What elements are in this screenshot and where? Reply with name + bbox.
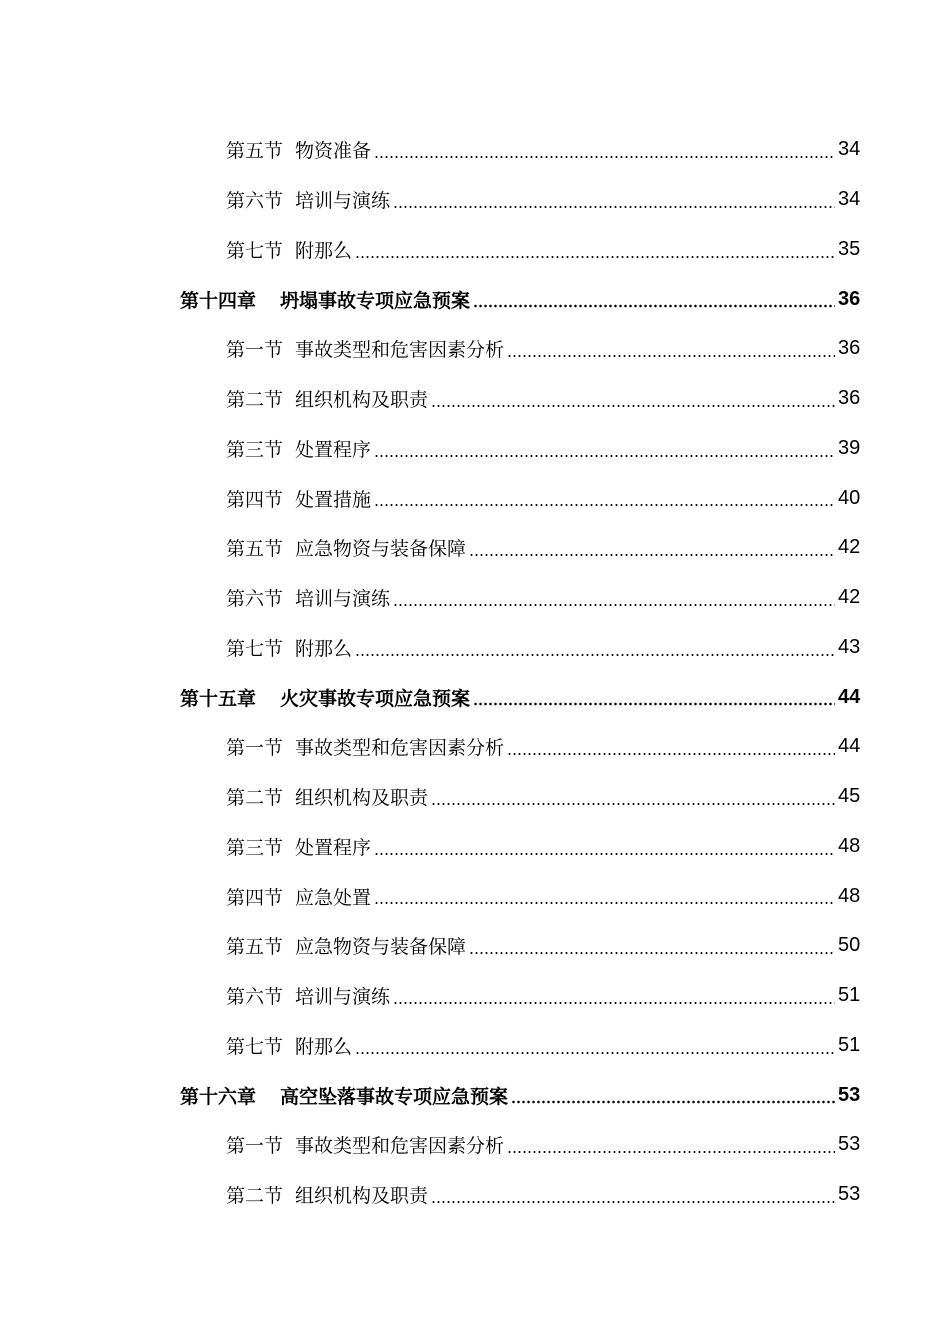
toc-page-number: 53 — [838, 1133, 861, 1156]
table-of-contents — [0, 125, 950, 1220]
toc-entry-title: 组织机构及职责 — [295, 389, 429, 412]
toc-dot-leader — [507, 324, 835, 374]
toc-entry-title: 坍塌事故专项应急预案 — [280, 289, 471, 312]
toc-entry-title: 处置措施 — [295, 488, 372, 511]
toc-section-entry[interactable] — [0, 822, 950, 872]
toc-section-entry[interactable] — [0, 772, 950, 822]
toc-dot-leader — [355, 225, 835, 275]
toc-entry-title: 事故类型和危害因素分析 — [295, 737, 505, 760]
toc-page-number: 34 — [838, 138, 861, 161]
toc-entry-number: 第五节 — [226, 936, 284, 959]
toc-section-entry[interactable] — [0, 523, 950, 573]
toc-dot-leader — [473, 274, 835, 324]
toc-entry-title: 组织机构及职责 — [295, 1185, 429, 1208]
toc-section-entry[interactable] — [0, 623, 950, 673]
toc-entry-number: 第十四章 — [180, 289, 257, 312]
toc-page-number: 40 — [838, 486, 861, 509]
toc-dot-leader — [393, 573, 835, 623]
toc-page-number: 51 — [838, 1033, 861, 1056]
toc-dot-leader — [355, 1021, 835, 1071]
toc-dot-leader — [393, 175, 835, 225]
toc-entry-title: 物资准备 — [295, 140, 372, 163]
toc-entry-number: 第十五章 — [180, 687, 257, 710]
toc-entry-title: 组织机构及职责 — [295, 787, 429, 810]
toc-page-number: 45 — [838, 785, 861, 808]
toc-entry-title: 处置程序 — [295, 438, 372, 461]
toc-chapter-entry[interactable] — [0, 274, 950, 324]
toc-section-entry[interactable] — [0, 722, 950, 772]
toc-section-entry[interactable] — [0, 1120, 950, 1170]
toc-section-entry[interactable] — [0, 573, 950, 623]
toc-entry-number: 第四节 — [226, 488, 284, 511]
toc-section-entry[interactable] — [0, 324, 950, 374]
toc-section-entry[interactable] — [0, 424, 950, 474]
toc-entry-number: 第六节 — [226, 190, 284, 213]
toc-entry-number: 第一节 — [226, 737, 284, 760]
toc-section-entry[interactable] — [0, 225, 950, 275]
toc-entry-number: 第十六章 — [180, 1085, 257, 1108]
toc-entry-title: 附那么 — [295, 637, 353, 660]
toc-page-number: 44 — [838, 735, 861, 758]
toc-entry-number: 第二节 — [226, 389, 284, 412]
toc-dot-leader — [507, 1120, 835, 1170]
toc-section-entry[interactable] — [0, 125, 950, 175]
toc-page-number: 53 — [838, 1083, 861, 1106]
toc-dot-leader — [374, 871, 835, 921]
toc-page-number: 36 — [838, 337, 861, 360]
toc-dot-leader — [431, 1170, 835, 1220]
toc-dot-leader — [507, 722, 835, 772]
toc-dot-leader — [469, 921, 835, 971]
toc-entry-title: 培训与演练 — [295, 986, 391, 1009]
toc-dot-leader — [374, 125, 835, 175]
toc-section-entry[interactable] — [0, 175, 950, 225]
toc-entry-number: 第七节 — [226, 1035, 284, 1058]
toc-entry-title: 附那么 — [295, 239, 353, 262]
toc-chapter-entry[interactable] — [0, 672, 950, 722]
toc-page-number: 39 — [838, 436, 861, 459]
toc-entry-title: 高空坠落事故专项应急预案 — [280, 1085, 509, 1108]
toc-entry-title: 应急物资与装备保障 — [295, 538, 467, 561]
toc-dot-leader — [511, 1070, 835, 1120]
toc-page-number: 42 — [838, 586, 861, 609]
toc-entry-number: 第七节 — [226, 239, 284, 262]
toc-section-entry[interactable] — [0, 921, 950, 971]
toc-dot-leader — [374, 473, 835, 523]
toc-entry-number: 第六节 — [226, 986, 284, 1009]
toc-entry-title: 培训与演练 — [295, 190, 391, 213]
toc-page-number: 36 — [838, 287, 861, 310]
toc-entry-number: 第三节 — [226, 438, 284, 461]
toc-section-entry[interactable] — [0, 971, 950, 1021]
toc-dot-leader — [374, 822, 835, 872]
toc-section-entry[interactable] — [0, 1170, 950, 1220]
toc-entry-title: 培训与演练 — [295, 588, 391, 611]
toc-entry-number: 第二节 — [226, 787, 284, 810]
toc-entry-number: 第三节 — [226, 836, 284, 859]
toc-entry-title: 火灾事故专项应急预案 — [280, 687, 471, 710]
toc-page-number: 48 — [838, 834, 861, 857]
toc-dot-leader — [355, 623, 835, 673]
toc-page-number: 36 — [838, 387, 861, 410]
toc-page-number: 35 — [838, 237, 861, 260]
toc-dot-leader — [431, 772, 835, 822]
toc-dot-leader — [431, 374, 835, 424]
toc-page-number: 50 — [838, 934, 861, 957]
toc-entry-number: 第四节 — [226, 886, 284, 909]
toc-entry-number: 第一节 — [226, 1135, 284, 1158]
toc-entry-number: 第七节 — [226, 637, 284, 660]
toc-entry-title: 事故类型和危害因素分析 — [295, 339, 505, 362]
toc-section-entry[interactable] — [0, 374, 950, 424]
toc-entry-title: 应急处置 — [295, 886, 372, 909]
toc-entry-title: 处置程序 — [295, 836, 372, 859]
toc-entry-number: 第二节 — [226, 1185, 284, 1208]
toc-page-number: 44 — [838, 685, 861, 708]
toc-section-entry[interactable] — [0, 871, 950, 921]
toc-page-number: 48 — [838, 884, 861, 907]
toc-entry-number: 第一节 — [226, 339, 284, 362]
toc-page-number: 53 — [838, 1183, 861, 1206]
toc-page-number: 43 — [838, 635, 861, 658]
toc-entry-number: 第六节 — [226, 588, 284, 611]
toc-section-entry[interactable] — [0, 1021, 950, 1071]
toc-entry-title: 附那么 — [295, 1035, 353, 1058]
toc-dot-leader — [374, 424, 835, 474]
toc-dot-leader — [393, 971, 835, 1021]
toc-page-number: 42 — [838, 536, 861, 559]
toc-section-entry[interactable] — [0, 473, 950, 523]
toc-entry-title: 事故类型和危害因素分析 — [295, 1135, 505, 1158]
toc-chapter-entry[interactable] — [0, 1070, 950, 1120]
toc-dot-leader — [473, 672, 835, 722]
toc-entry-number: 第五节 — [226, 140, 284, 163]
toc-dot-leader — [469, 523, 835, 573]
toc-page-number: 34 — [838, 188, 861, 211]
toc-page-number: 51 — [838, 984, 861, 1007]
toc-entry-number: 第五节 — [226, 538, 284, 561]
toc-entry-title: 应急物资与装备保障 — [295, 936, 467, 959]
